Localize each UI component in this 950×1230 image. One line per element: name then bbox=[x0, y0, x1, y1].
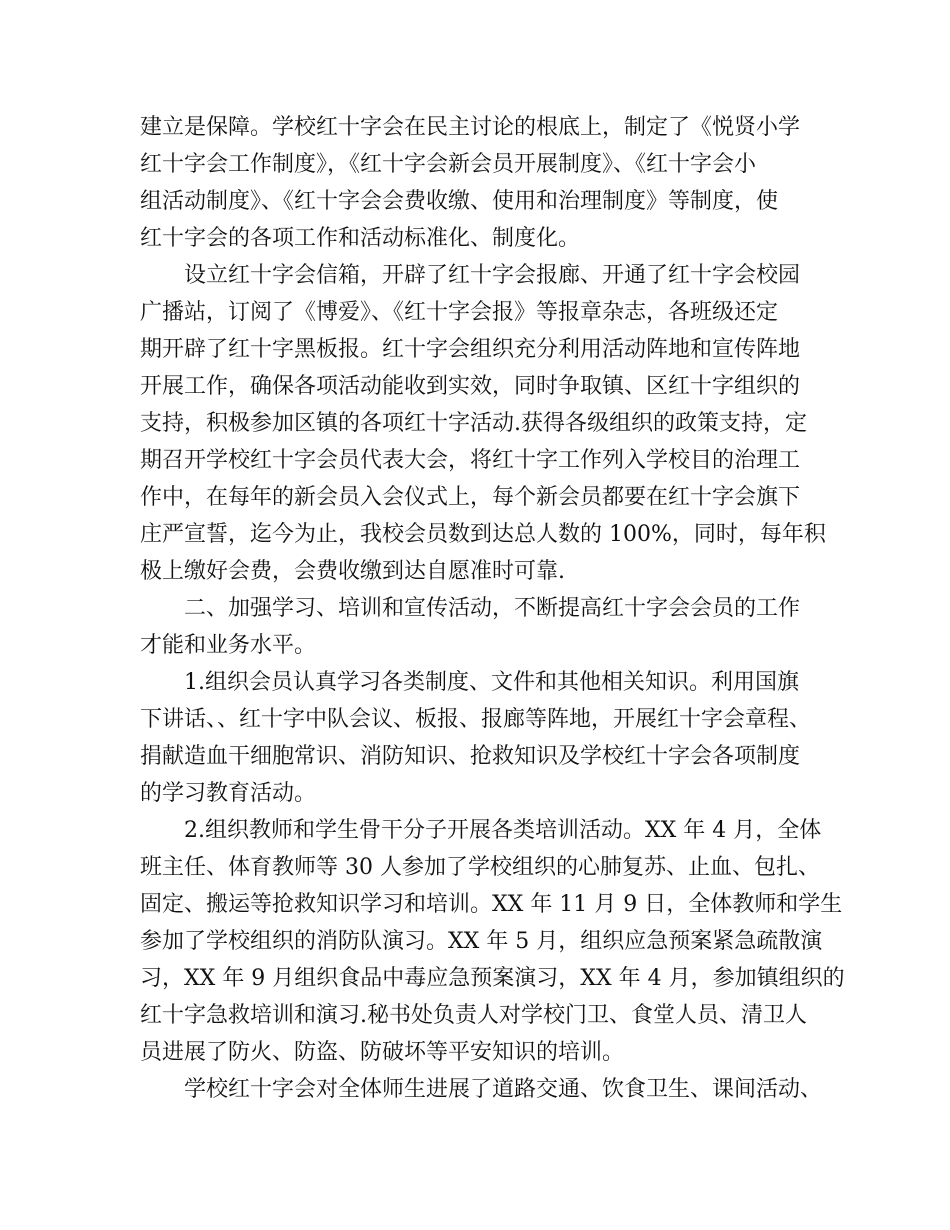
text-line: 作中，在每年的新会员入会仪式上，每个新会员都要在红十字会旗下 bbox=[140, 485, 801, 510]
text-line: 建立是保障。学校红十字会在民主讨论的根底上，制定了《悦贤小学 bbox=[140, 115, 801, 140]
paragraph-first-line: 1.组织会员认真学习各类制度、文件和其他相关知识。利用国旗 bbox=[184, 670, 799, 695]
text-line: 班主任、体育教师等 30 人参加了学校组织的心肺复苏、止血、包扎、 bbox=[140, 855, 820, 880]
text-line: 参加了学校组织的消防队演习。XX 年 5 月，组织应急预案紧急疏散演 bbox=[140, 929, 823, 954]
text-line: 捐献造血干细胞常识、消防知识、抢救知识及学校红十字会各项制度 bbox=[140, 744, 801, 769]
text-line: 固定、搬运等抢救知识学习和培训。XX 年 11 月 9 日，全体教师和学生 bbox=[140, 892, 843, 917]
text-line: 下讲话、、红十字中队会议、板报、报廊等阵地，开展红十字会章程、 bbox=[140, 707, 812, 732]
text-line: 开展工作，确保各项活动能收到实效，同时争取镇、区红十字组织的 bbox=[140, 374, 801, 399]
text-line: 组活动制度》、《红十字会会费收缴、使用和治理制度》等制度，使 bbox=[140, 189, 779, 214]
text-line: 习，XX 年 9 月组织食品中毒应急预案演习，XX 年 4 月，参加镇组织的 bbox=[140, 966, 845, 991]
text-line: 红十字急救培训和演习.秘书处负责人对学校门卫、食堂人员、清卫人 bbox=[140, 1003, 807, 1028]
text-line: 员进展了防火、防盗、防破坏等平安知识的培训。 bbox=[140, 1040, 625, 1065]
text-line: 广播站，订阅了《博爱》、《红十字会报》等报章杂志，各班级还定 bbox=[140, 300, 779, 325]
section-heading: 二、加强学习、培训和宣传活动，不断提高红十字会会员的工作 bbox=[184, 596, 801, 621]
text-line: 期召开学校红十字会员代表大会，将红十字工作列入学校目的治理工 bbox=[140, 448, 801, 473]
text-line: 的学习教育活动。 bbox=[140, 781, 317, 806]
text-line: 红十字会的各项工作和活动标准化、制度化。 bbox=[140, 226, 581, 251]
paragraph-first-line: 学校红十字会对全体师生进展了道路交通、饮食卫生、课间活动、 bbox=[184, 1077, 823, 1102]
text-line: 支持，积极参加区镇的各项红十字活动.获得各级组织的政策支持，定 bbox=[140, 411, 807, 436]
text-line: 庄严宣誓，迄今为止，我校会员数到达总人数的 100%，同时，每年积 bbox=[140, 522, 826, 547]
paragraph-first-line: 2.组织教师和学生骨干分子开展各类培训活动。XX 年 4 月，全体 bbox=[184, 818, 822, 843]
text-line: 期开辟了红十字黑板报。红十字会组织充分利用活动阵地和宣传阵地 bbox=[140, 337, 801, 362]
text-line: 红十字会工作制度》，《红十字会新会员开展制度》、《红十字会小 bbox=[140, 152, 757, 177]
text-line: 极上缴好会费，会费收缴到达自愿准时可靠. bbox=[140, 559, 565, 584]
text-line: 才能和业务水平。 bbox=[140, 633, 317, 658]
paragraph-first-line: 设立红十字会信箱，开辟了红十字会报廊、开通了红十字会校园 bbox=[184, 263, 801, 288]
